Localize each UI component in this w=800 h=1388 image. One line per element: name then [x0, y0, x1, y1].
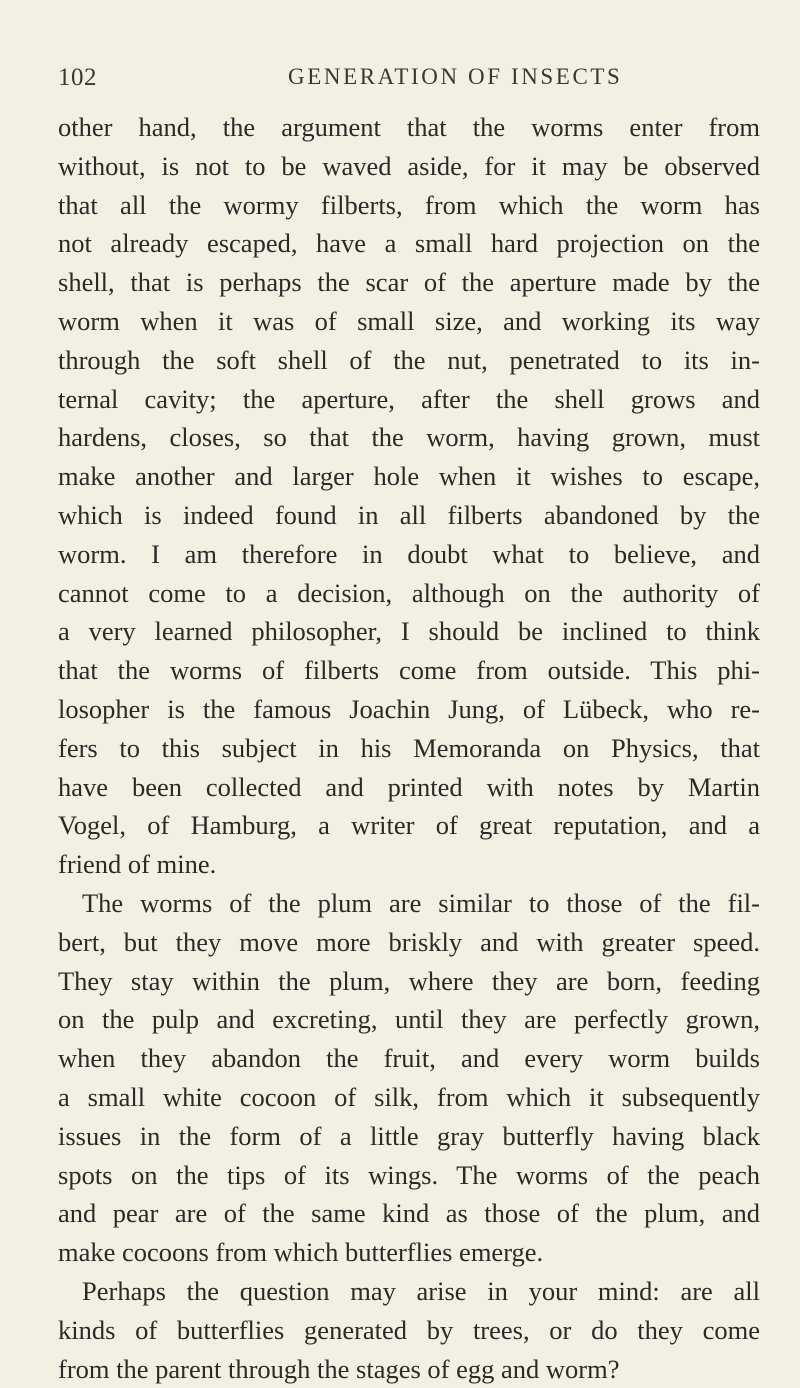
text-line: which is indeed found in all filberts abandoned by the: [58, 496, 760, 535]
text-line: Vogel, of Hamburg, a writer of great reputation, and a: [58, 806, 760, 845]
text-line: and pear are of the same kind as those of the plum, and: [58, 1194, 760, 1233]
text-line: worm when it was of small size, and working its way: [58, 302, 760, 341]
text-line: that the worms of filberts come from outside. This phi-: [58, 651, 760, 690]
page-number: 102: [58, 64, 97, 92]
text-line: spots on the tips of its wings. The worms of the peach: [58, 1156, 760, 1195]
text-line: ternal cavity; the aperture, after the shell grows and: [58, 380, 760, 419]
page-header: [58, 64, 758, 98]
text-line: without, is not to be waved aside, for it may be observed: [58, 147, 760, 186]
text-line: shell, that is perhaps the scar of the aperture made by the: [58, 263, 760, 302]
text-line: They stay within the plum, where they are born, feeding: [58, 962, 760, 1001]
text-line: through the soft shell of the nut, penetrated to its in-: [58, 341, 760, 380]
text-line: Perhaps the question may arise in your mind: are all: [58, 1272, 760, 1311]
body-text: [58, 108, 760, 1388]
text-line: issues in the form of a little gray butterfly having black: [58, 1117, 760, 1156]
text-line: a very learned philosopher, I should be inclined to think: [58, 612, 760, 651]
text-line: worm. I am therefore in doubt what to believe, and: [58, 535, 760, 574]
text-line: hardens, closes, so that the worm, having grown, must: [58, 418, 760, 457]
text-line: The worms of the plum are similar to those of the fil-: [58, 884, 760, 923]
text-line: make another and larger hole when it wishes to escape,: [58, 457, 760, 496]
text-line: losopher is the famous Joachin Jung, of Lübeck, who re-: [58, 690, 760, 729]
text-line: make cocoons from which butterflies emerge.: [58, 1233, 760, 1272]
text-line: fers to this subject in his Memoranda on Physics, that: [58, 729, 760, 768]
running-title: GENERATION OF INSECTS: [288, 64, 622, 90]
text-line: on the pulp and excreting, until they are perfectly grown,: [58, 1000, 760, 1039]
text-line: that all the wormy filberts, from which the worm has: [58, 186, 760, 225]
text-line: have been collected and printed with notes by Martin: [58, 768, 760, 807]
paragraph: [58, 1272, 760, 1388]
text-line: friend of mine.: [58, 845, 760, 884]
paragraph: [58, 884, 760, 1272]
text-line: not already escaped, have a small hard projection on the: [58, 224, 760, 263]
paragraph: [58, 108, 760, 884]
text-line: kinds of butterflies generated by trees, or do they come: [58, 1311, 760, 1350]
text-line: other hand, the argument that the worms enter from: [58, 108, 760, 147]
text-line: from the parent through the stages of egg and worm?: [58, 1350, 760, 1388]
text-line: a small white cocoon of silk, from which it subsequently: [58, 1078, 760, 1117]
text-line: when they abandon the fruit, and every worm builds: [58, 1039, 760, 1078]
text-line: bert, but they move more briskly and with greater speed.: [58, 923, 760, 962]
text-line: cannot come to a decision, although on the authority of: [58, 574, 760, 613]
